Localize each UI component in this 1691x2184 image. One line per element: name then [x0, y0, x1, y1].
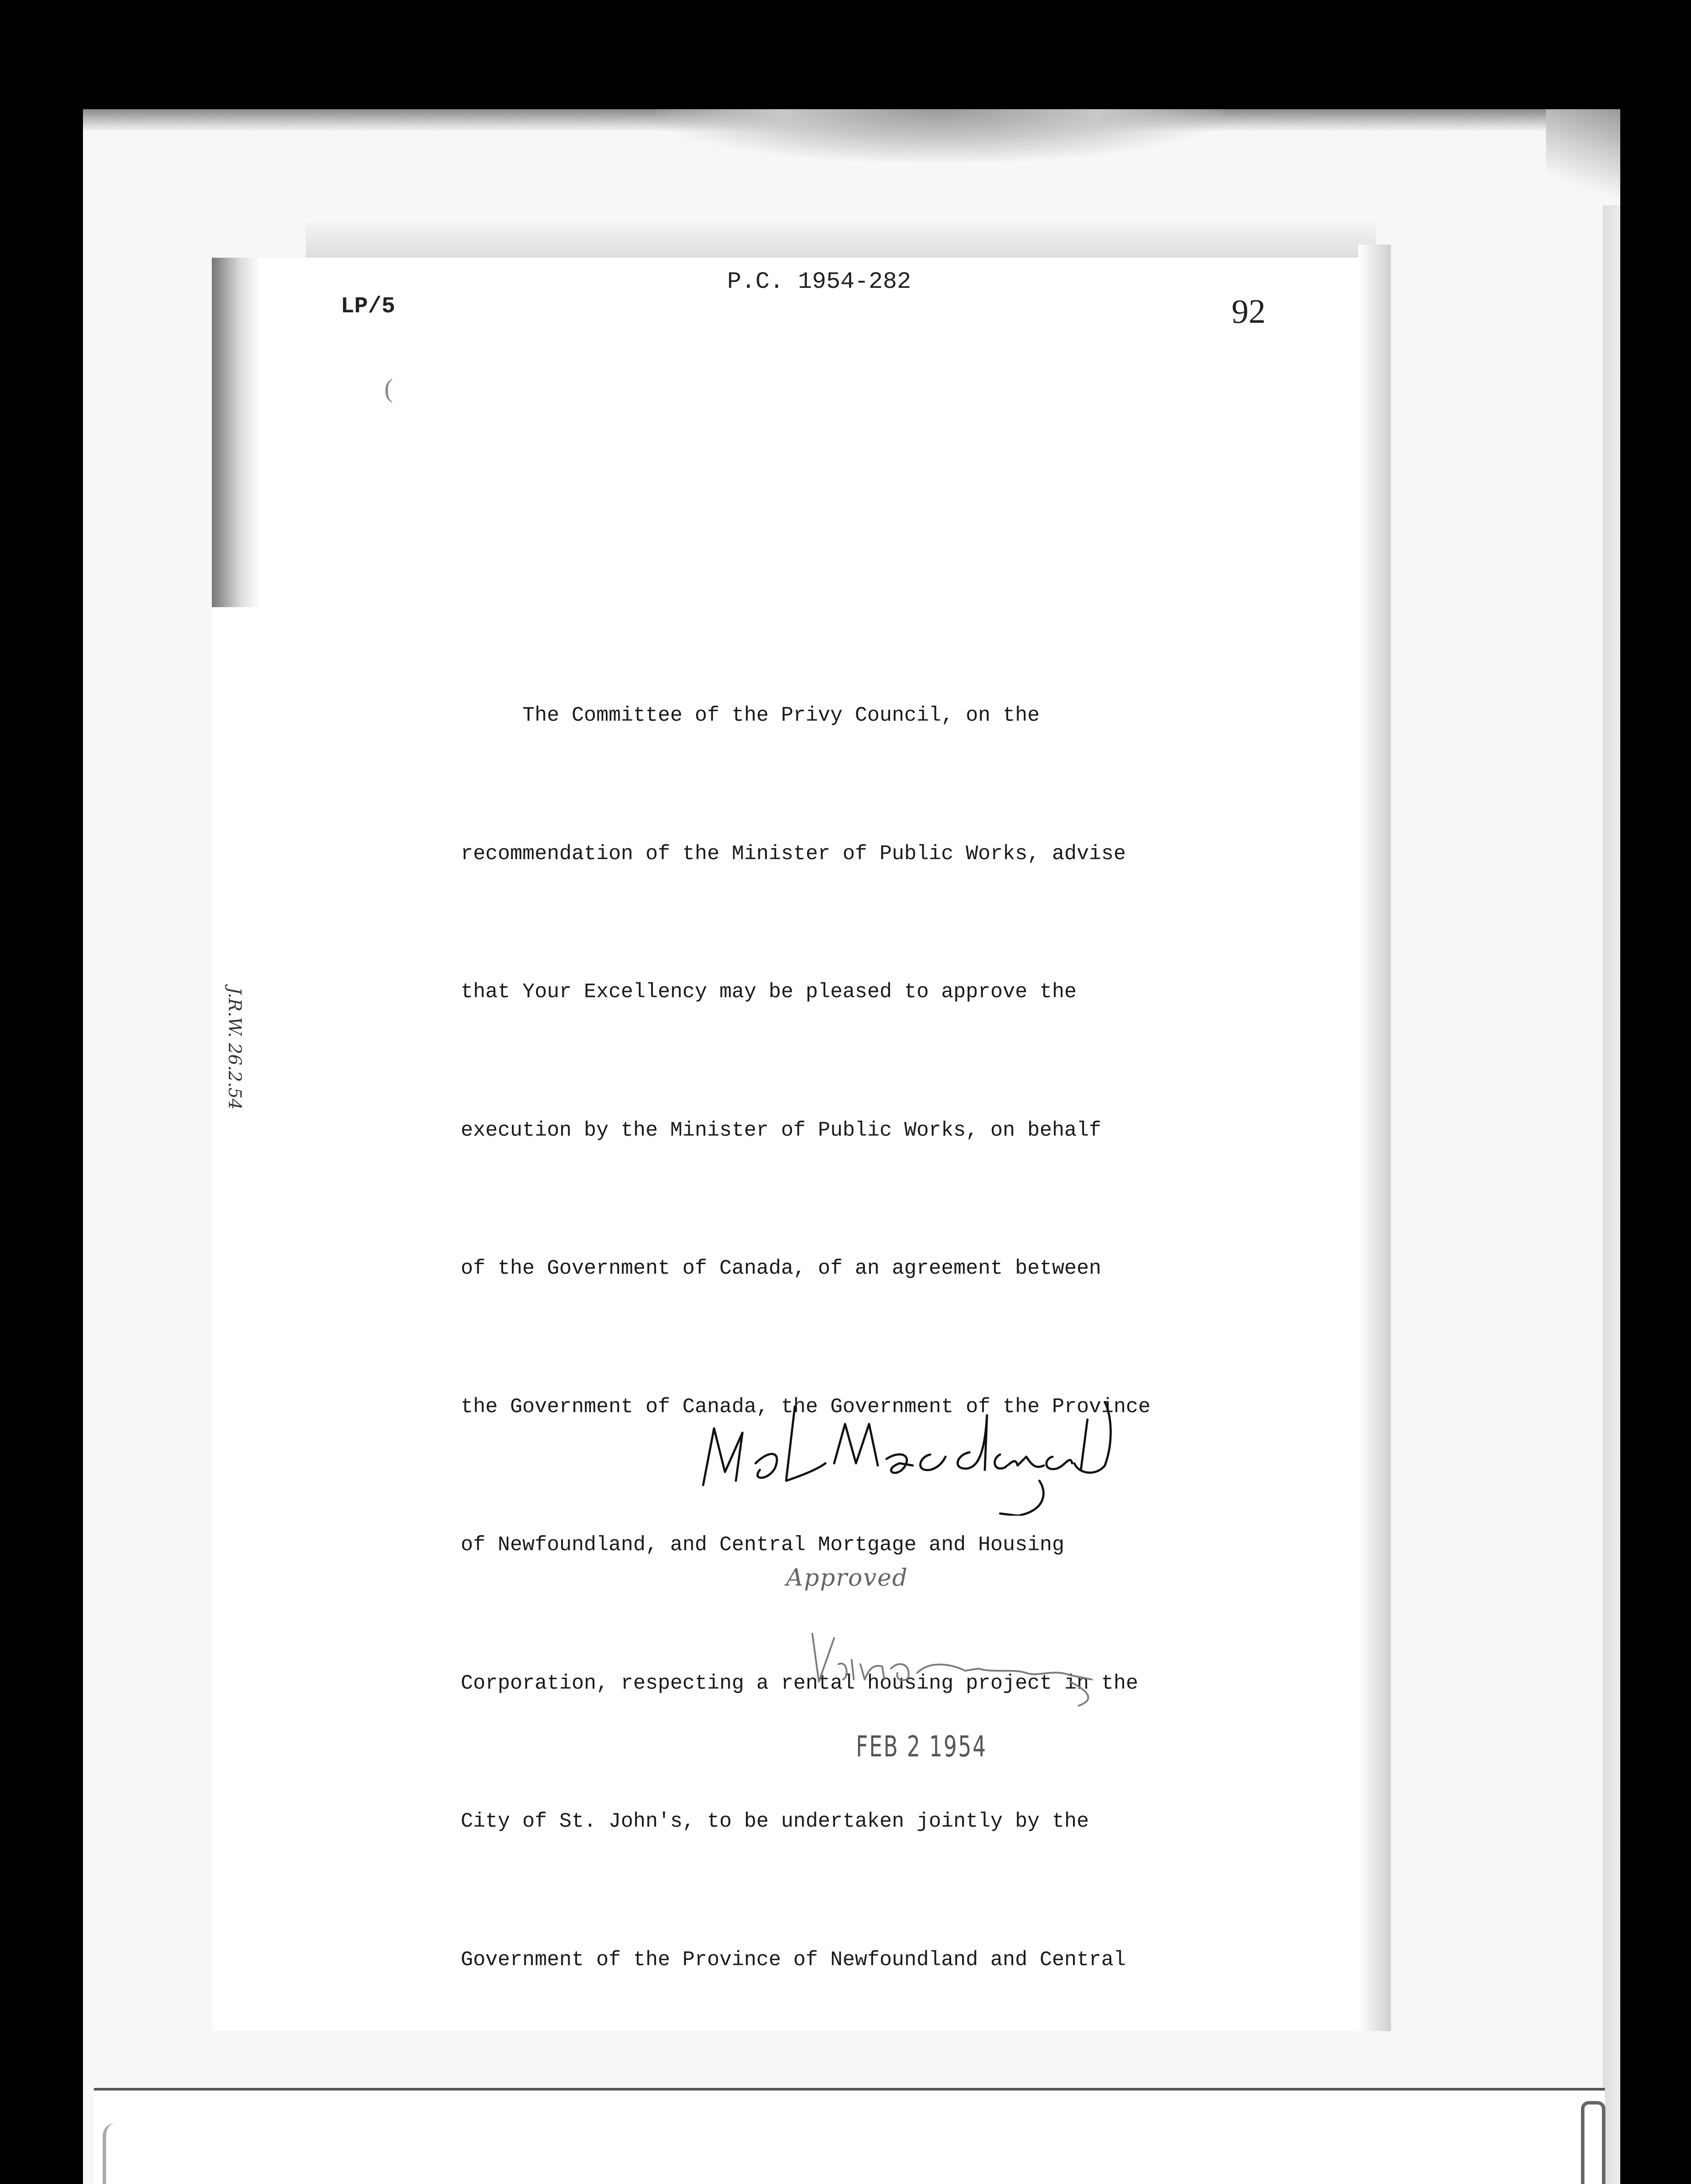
approved-label: Approved	[786, 1564, 908, 1591]
body-line: Corporation, respecting a rental housing project in the	[461, 1672, 1139, 1695]
scan-artifact	[103, 2123, 137, 2184]
backing-edge	[1603, 109, 1620, 2184]
page-edge-shadow	[212, 258, 260, 607]
body-line: Government of the Province of Newfoundland and Central	[461, 1948, 1126, 1972]
body-line: City of St. John's, to be undertaken jointly by the	[461, 1810, 1089, 1833]
body-line: that Your Excellency may be pleased to approve the	[461, 981, 1077, 1004]
body-line: recommendation of the Minister of Public Works, advise	[461, 842, 1126, 866]
body-line: execution by the Minister of Public Works, on behalf	[461, 1119, 1101, 1142]
governor-signature	[808, 1616, 1114, 1708]
scan-artifact	[1581, 2101, 1605, 2184]
body-line: the Government of Canada, the Government of the Province	[461, 1395, 1151, 1419]
body-line: The Committee of the Privy Council, on the	[461, 704, 1040, 727]
stray-mark: (	[384, 374, 393, 403]
margin-note: J.R.W. 26.2.54	[224, 987, 245, 1110]
torn-corner	[1546, 109, 1620, 205]
scan-smudge	[655, 109, 1223, 162]
page-number: 92	[1232, 292, 1266, 330]
body-line: of the Government of Canada, of an agreement between	[461, 1257, 1101, 1280]
order-number: P.C. 1954-282	[727, 269, 911, 295]
signature	[694, 1376, 1218, 1516]
page-edge-shadow	[1358, 245, 1391, 2031]
body-line: of Newfoundland, and Central Mortgage and Housing	[461, 1534, 1065, 1557]
reference-code: LP/5	[341, 294, 395, 319]
page-curl	[306, 223, 1376, 258]
date-stamp: FEB 2 1954	[856, 1730, 987, 1763]
lower-sheet-edge	[94, 2088, 1605, 2184]
